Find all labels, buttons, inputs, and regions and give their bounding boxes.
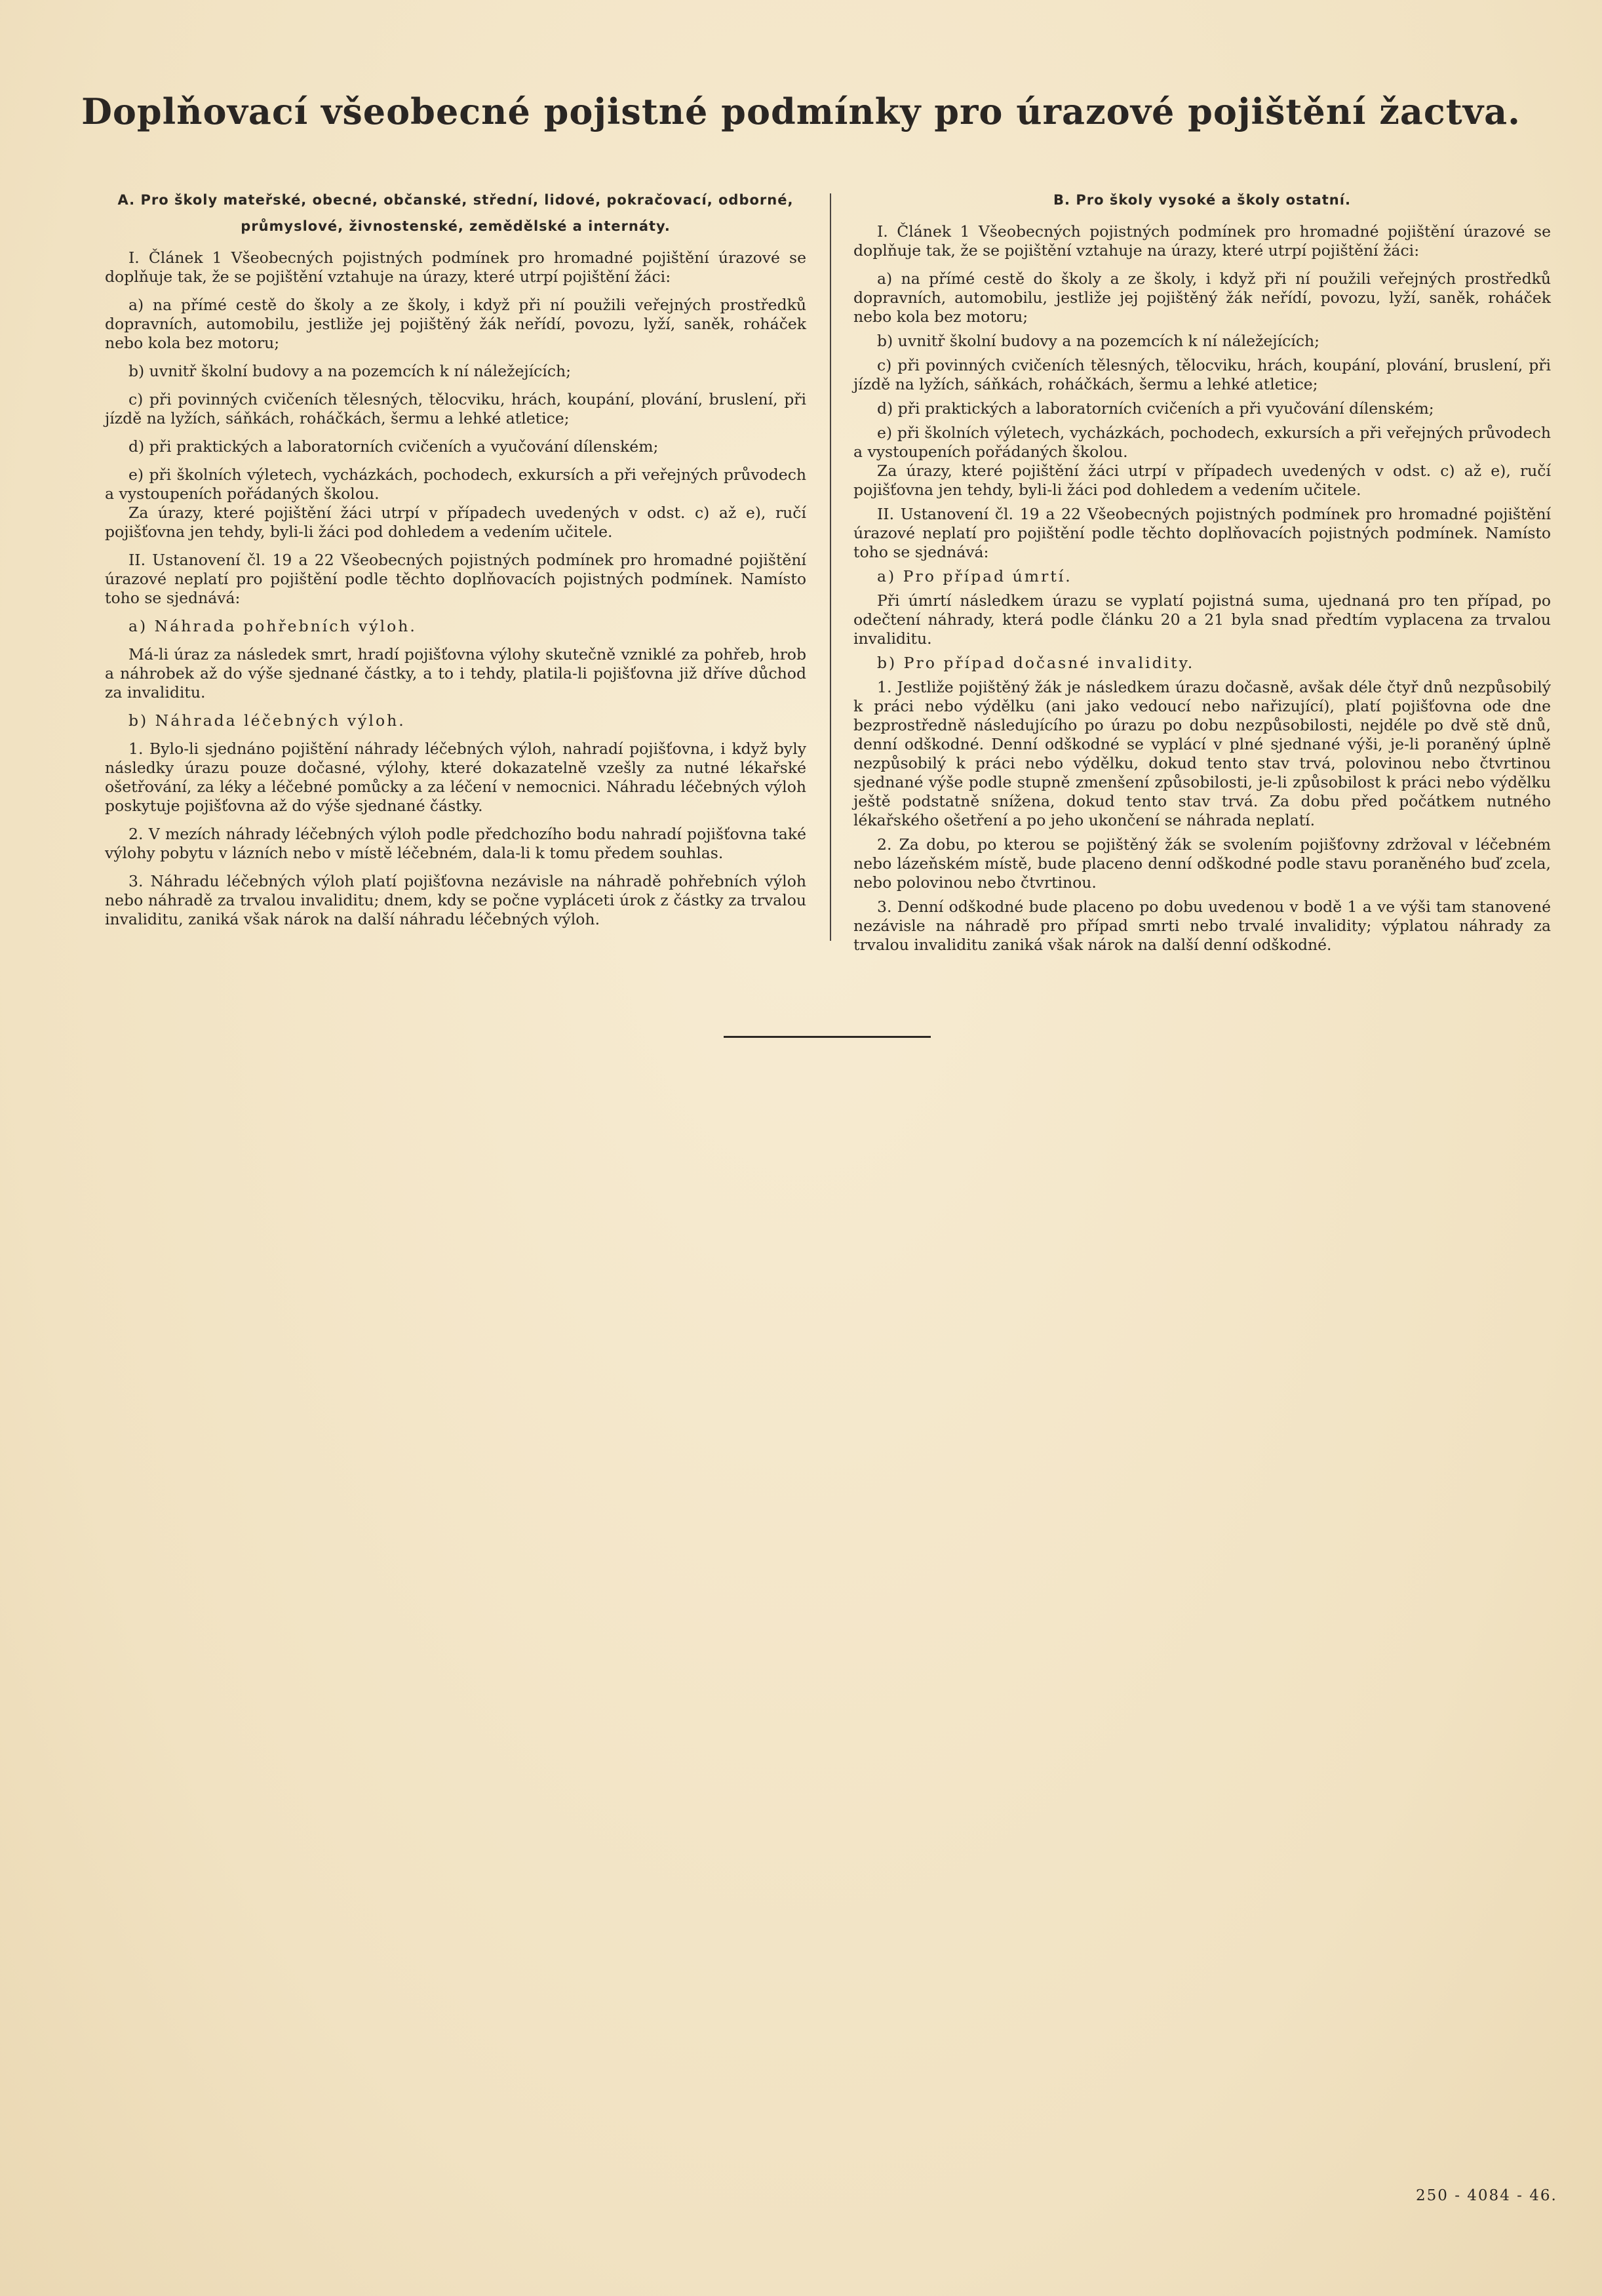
- section-a: [105, 187, 806, 938]
- section-b-subheading: b) Pro případ dočasné invalidity.: [877, 654, 1195, 672]
- section-b-paragraph: d) při praktických a laboratorních cvičeních a při vyučování dílenském;: [877, 399, 1434, 418]
- section-a-paragraph: c) při povinných cvičeních tělesných, tělocviku, hrách, koupání, plování, bruslení, při jízdě na lyžích, sáňkách, roháčkách, šermu a lehké atletice;: [105, 390, 806, 427]
- section-a-paragraph: Má-li úraz za následek smrt, hradí pojišťovna výlohy skutečně vzniklé za pohřeb, hrob a náhrobek až do výše sjednané částky, a to i tehdy, platila-li pojišťovna již dříve důchod za invaliditu.: [105, 645, 806, 702]
- section-b-paragraph: I. Článek 1 Všeobecných pojistných podmínek pro hromadné pojištění úrazové se doplňuje tak, že se pojištění vztahuje na úrazy, které utrpí pojištění žáci:: [853, 222, 1551, 260]
- section-a-paragraph: 2. V mezích náhrady léčebných výloh podle předchozího bodu nahradí pojišťovna také výlohy pobytu v lázních nebo v místě léčebném, dala-li k tomu předem souhlas.: [105, 825, 806, 862]
- section-a-paragraph: d) při praktických a laboratorních cvičeních a vyučování dílenském;: [128, 437, 659, 456]
- section-a-subheading: b) Náhrada léčebných výloh.: [128, 711, 406, 730]
- section-b-paragraph: b) uvnitř školní budovy a na pozemcích k ní náležejících;: [877, 332, 1320, 350]
- section-a-subheading: a) Náhrada pohřebních výloh.: [128, 617, 417, 635]
- section-b-paragraph: II. Ustanovení čl. 19 a 22 Všeobecných pojistných podmínek pro hromadné pojištění úrazové neplatí pro pojištění podle těchto doplňovacích pojistných podmínek. Namísto toho se sjednává:: [853, 505, 1551, 561]
- section-b-paragraph: Při úmrtí následkem úrazu se vyplatí pojistná suma, ujednaná pro ten případ, po odečtení náhrady, která podle článku 20 a 21 byla snad předtím vyplacena za trvalou invaliditu.: [853, 591, 1551, 648]
- section-b-paragraph: 1. Jestliže pojištěný žák je následkem úrazu dočasně, avšak déle čtyř dnů nezpůsobilý k práci nebo výdělku (ani jako vedoucí nebo nařizující), platí pojišťovna ode dne bezprostředně následujícího po úrazu po dobu nezpůsobilosti, nejdéle po dvě stě dnů, denní odškodné. Denní odškodné se vyplácí v plné sjednané výši, je-li poraněný úplně nezpůsobilý k práci nebo výdělku, dokud tento stav trvá, polovinou nebo čtvrtinou sjednané výše podle stupně zmenšení způsobilosti, je-li způsobilost k práci nebo výdělku ještě podstatně snížena, dokud tento stav trvá. Za dobu před počátkem nutného lékařského ošetření a po jeho ukončení se náhrada neplatí.: [853, 678, 1551, 829]
- print-number: 250 - 4084 - 46.: [1416, 2187, 1557, 2204]
- section-a-heading: A. Pro školy mateřské, obecné, občanské, střední, lidové, pokračovací, odborné, průmyslové, živnostenské, zemědělské a internáty.: [117, 192, 794, 234]
- section-b-paragraph: 3. Denní odškodné bude placeno po dobu uvedenou v bodě 1 a ve výši tam stanovené nezávisle na náhradě pro případ smrti nebo trvalé invalidity; výplatou náhrady za trvalou invaliditu zaniká však nárok na další denní odškodné.: [853, 898, 1551, 954]
- column-divider: [830, 193, 831, 941]
- section-b-paragraph: e) při školních výletech, vycházkách, pochodech, exkursích a při veřejných průvodech a vystoupeních pořádaných školou.: [853, 424, 1551, 461]
- section-a-paragraph: e) při školních výletech, vycházkách, pochodech, exkursích a při veřejných průvodech a vystoupeních pořádaných školou.: [105, 465, 806, 503]
- end-rule: [724, 1036, 931, 1038]
- section-b: [853, 187, 1551, 955]
- document-title: Doplňovací všeobecné pojistné podmínky pro úrazové pojištění žactva.: [81, 90, 1521, 132]
- section-b-subheading: a) Pro případ úmrtí.: [877, 567, 1072, 585]
- section-b-paragraph: 2. Za dobu, po kterou se pojištěný žák se svolením pojišťovny zdržoval v léčebném nebo lázeňském místě, bude placeno denní odškodné podle stavu poraněného buď zcela, nebo polovinou nebo čtvrtinou.: [853, 835, 1551, 892]
- section-a-paragraph: Za úrazy, které pojištění žáci utrpí v případech uvedených v odst. c) až e), ručí pojišťovna jen tehdy, byli-li žáci pod dohledem a vedením učitele.: [105, 504, 806, 541]
- section-a-paragraph: 1. Bylo-li sjednáno pojištění náhrady léčebných výloh, nahradí pojišťovna, i když byly následky úrazu pouze dočasné, výlohy, které dokazatelně vzešly za nutné lékařské ošetřování, za léky a léčebné pomůcky a za léčení v nemocnici. Náhradu léčebných výloh poskytuje pojišťovna až do výše sjednané částky.: [105, 740, 806, 815]
- section-b-paragraph: Za úrazy, které pojištění žáci utrpí v případech uvedených v odst. c) až e), ručí pojišťovna jen tehdy, byli-li žáci pod dohledem a vedením učitele.: [853, 462, 1551, 499]
- section-a-paragraph: a) na přímé cestě do školy a ze školy, i když při ní použili veřejných prostředků dopravních, automobilu, jestliže jej pojištěný žák neřídí, povozu, lyží, saněk, roháček nebo kola bez motoru;: [105, 296, 806, 352]
- section-b-paragraph: a) na přímé cestě do školy a ze školy, i když při ní použili veřejných prostředků dopravních, automobilu, jestliže jej pojištěný žák neřídí, povozu, lyží, saněk, roháček nebo kola bez motoru;: [853, 269, 1551, 326]
- section-b-heading: B. Pro školy vysoké a školy ostatní.: [1053, 192, 1351, 208]
- section-a-paragraph: b) uvnitř školní budovy a na pozemcích k ní náležejících;: [128, 362, 572, 380]
- section-a-paragraph: 3. Náhradu léčebných výloh platí pojišťovna nezávisle na náhradě pohřebních výloh nebo náhradě za trvalou invaliditu; dnem, kdy se počne vypláceti úrok z částky za trvalou invaliditu, zaniká však nárok na další náhradu léčebných výloh.: [105, 872, 806, 928]
- section-a-paragraph: II. Ustanovení čl. 19 a 22 Všeobecných pojistných podmínek pro hromadné pojištění úrazové neplatí pro pojištění podle těchto doplňovacích pojistných podmínek. Namísto toho se sjednává:: [105, 551, 806, 607]
- section-a-paragraph: I. Článek 1 Všeobecných pojistných podmínek pro hromadné pojištění úrazové se doplňuje tak, že se pojištění vztahuje na úrazy, které utrpí pojištění žáci:: [105, 248, 806, 286]
- section-b-paragraph: c) při povinných cvičeních tělesných, tělocviku, hrách, koupání, plování, bruslení, při jízdě na lyžích, sáňkách, roháčkách, šermu a lehké atletice;: [853, 356, 1551, 393]
